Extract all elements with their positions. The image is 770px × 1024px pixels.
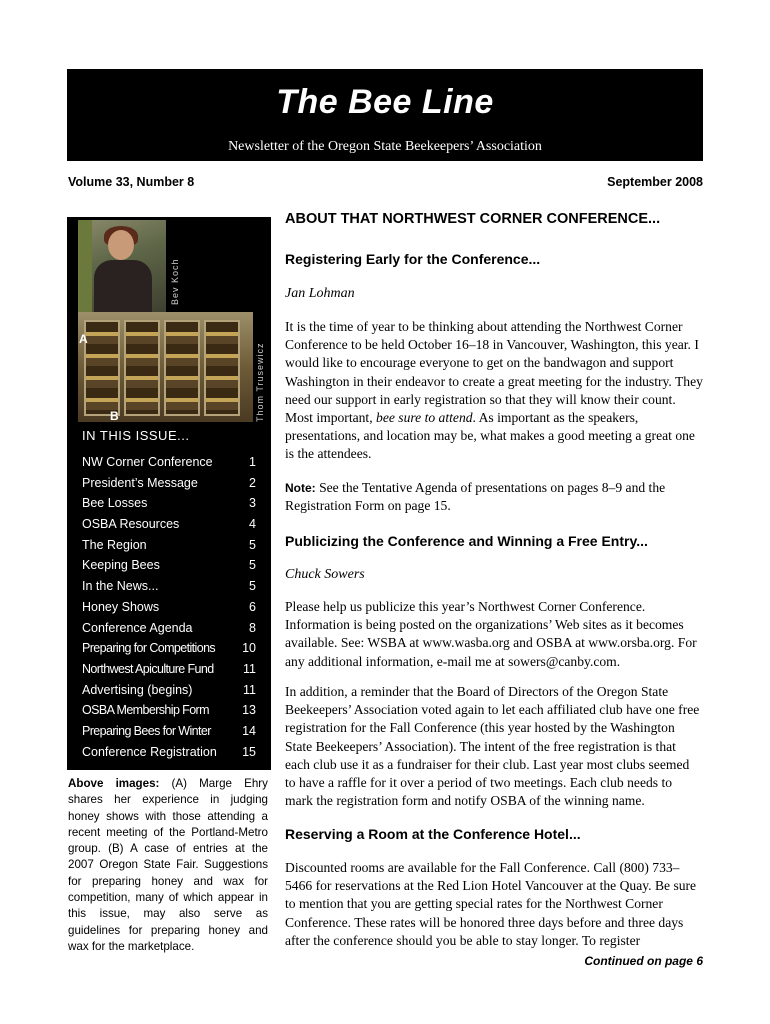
toc-item[interactable]: President’s Message 2 [82,475,256,490]
toc-item[interactable]: Keeping Bees 5 [82,558,256,573]
masthead [67,69,703,161]
toc-item[interactable]: Bee Losses 3 [82,496,256,511]
toc-item[interactable]: Preparing Bees for Winter 14 [82,723,256,738]
section-heading-publicizing: Publicizing the Conference and Winning a Free Entry... [285,533,648,549]
photo-credit-b: Thom Trusewicz [255,342,265,422]
newsletter-subtitle: Newsletter of the Oregon State Beekeepers’ Association [228,139,542,154]
continued-note: Continued on page 6 [584,954,703,968]
paragraph: Discounted rooms are available for the Fall Conference. Call (800) 733–5466 for reservations at the Red Lion Hotel Vancouver at the Quay. Be sure to mention that you are getting special rates for the Northwest Corner Conference. These rates will be honored three days before and three days after the conference should you be able to stay longer. To register [285,860,697,948]
note-paragraph: Note: See the Tentative Agenda of presentations on pages 8–9 and the Registration Form on page 15. [285,480,666,514]
issue-date: September 2008 [607,175,703,189]
toc-item[interactable]: The Region 5 [82,537,256,552]
table-of-contents [82,455,256,765]
toc-item[interactable]: NW Corner Conference 1 [82,455,256,469]
toc-heading: IN THIS ISSUE... [82,428,190,443]
toc-item[interactable]: OSBA Resources 4 [82,517,256,532]
paragraph: Please help us publicize this year’s Northwest Corner Conference. Information is being posted on the organizations’ Web sites as it becomes available. See: WSBA at www.wasba.org and OSBA at www.orsba.org. For any additional information, e-mail me at sowers@canby.com. [285,599,697,669]
section-heading-registering: Registering Early for the Conference... [285,251,541,267]
article-headline: ABOUT THAT NORTHWEST CORNER CONFERENCE... [285,211,661,227]
photo-credit-a: Bev Koch [170,258,180,305]
toc-item[interactable]: Conference Registration 15 [82,744,256,759]
byline-lohman: Jan Lohman [285,286,355,301]
toc-item[interactable]: Advertising (begins) 11 [82,682,256,697]
paragraph: In addition, a reminder that the Board of Directors of the Oregon State Beekeepers’ Association voted again to let each affiliated club have one free registration for the Fall Conference (this year hosted by the Washington State Beekeepers’ Association). The intent of the free registration is that each club use it as a fundraiser for their club. Last year most clubs seemed to have a raffle for it over a period of two meetings. Each club needs to mark the registration form and notify OSBA of the winning name. [285,684,700,809]
photo-label-b: B [110,409,119,423]
photo-caption [68,776,268,955]
section-heading-reserving: Reserving a Room at the Conference Hotel... [285,826,581,842]
volume-number: Volume 33, Number 8 [68,175,195,189]
caption-text: (A) Marge Ehry shares her experience in judging honey shows with those attending a recent meeting of the Portland-Metro group. (B) A case of entries at the 2007 Oregon State Fair. Suggestions for preparing honey and wax for competition, many of which appear in this issue, may also serve as guidelines for preparing honey and wax for the marketplace. [68,777,268,953]
photo-display-case [78,312,253,422]
toc-item[interactable]: In the News... 5 [82,579,256,594]
caption-label: Above images: [68,777,160,790]
toc-item[interactable]: Northwest Apiculture Fund 11 [82,661,256,676]
toc-item[interactable]: Conference Agenda 8 [82,620,256,635]
byline-sowers: Chuck Sowers [285,567,365,582]
toc-item[interactable]: Preparing for Competitions 10 [82,641,256,656]
photo-label-a: A [79,332,88,346]
toc-item[interactable]: Honey Shows 6 [82,599,256,614]
toc-item[interactable]: OSBA Membership Form 13 [82,703,256,718]
paragraph: It is the time of year to be thinking about attending the Northwest Corner Conference to be held October 16–18 in Vancouver, Washington, this year. I would like to encourage everyone to get on the bandwagon and support Washington in their endeavor to create a great meeting for the industry. They need our support in early registration so that they will know their count. Most important, bee sure to attend. As important as the speakers, presentations, and location may be, what makes a good meeting a great one is the attendees. [285,319,703,462]
sidebar [67,217,271,770]
newsletter-title: The Bee Line [276,83,494,121]
photo-judge [78,220,166,321]
